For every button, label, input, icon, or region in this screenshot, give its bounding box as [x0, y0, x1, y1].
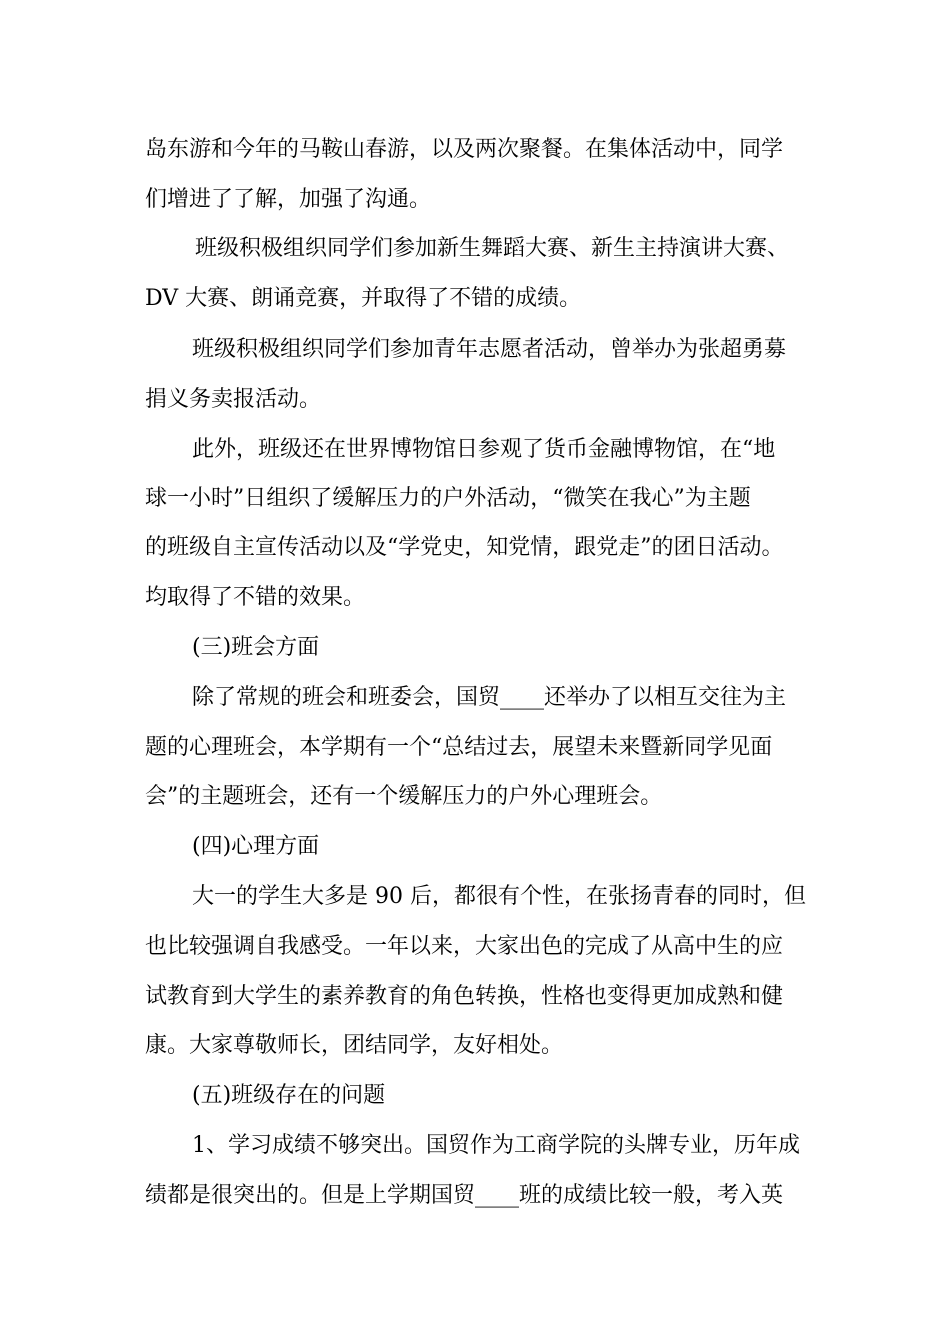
paragraph-start-line [0, 330, 950, 370]
text-line [0, 279, 950, 319]
paragraph-start-line [0, 1126, 950, 1166]
text-line [0, 479, 950, 519]
line-text: 题的心理班会，本学期有一个“总结过去，展望未来暨新同学见面 [145, 735, 773, 760]
text-line [0, 927, 950, 967]
line-text: 康。大家尊敬师长，团结同学，友好相处。 [145, 1033, 564, 1058]
line-text: DV 大赛、朗诵竞赛，并取得了不错的成绩。 [145, 286, 582, 311]
line-text: 球一小时”日组织了缓解压力的户外活动，“微笑在我心”为主题 [145, 486, 751, 511]
heading-text: (三)班会方面 [192, 635, 320, 660]
line-text: 1、学习成绩不够突出。国贸作为工商学院的头牌专业，历年成 [192, 1133, 800, 1158]
text-line [0, 578, 950, 618]
line-text: 班级积极组织同学们参加新生舞蹈大赛、新生主持演讲大赛、 [195, 236, 790, 261]
line-text: 的班级自主宣传活动以及“学党史，知党情，跟党走”的团日活动。 [145, 535, 784, 560]
line-text: 此外，班级还在世界博物馆日参观了货币金融博物馆，在“地 [192, 437, 776, 462]
line-text: 绩都是很突出的。但是上学期国贸____班的成绩比较一般，考入英 [145, 1183, 784, 1208]
line-text: 捐义务卖报活动。 [145, 387, 322, 412]
text-line [0, 728, 950, 768]
line-text: 们增进了了解，加强了沟通。 [145, 187, 432, 212]
paragraph-start-line [0, 430, 950, 470]
line-text: 除了常规的班会和班委会，国贸____还举办了以相互交往为主 [192, 685, 787, 710]
text-line [0, 130, 950, 170]
paragraph-start-line [0, 678, 950, 718]
line-text: 均取得了不错的效果。 [145, 585, 366, 610]
text-line [0, 977, 950, 1017]
text-line [0, 528, 950, 568]
text-line [0, 777, 950, 817]
line-text: 班级积极组织同学们参加青年志愿者活动，曾举办为张超勇募 [192, 337, 787, 362]
section-heading [0, 628, 950, 668]
text-line [0, 380, 950, 420]
line-text: 也比较强调自我感受。一年以来，大家出色的完成了从高中生的应 [145, 934, 784, 959]
heading-text: (五)班级存在的问题 [192, 1083, 386, 1108]
line-text: 岛东游和今年的马鞍山春游，以及两次聚餐。在集体活动中，同学 [145, 137, 784, 162]
line-text: 试教育到大学生的素养教育的角色转换，性格也变得更加成熟和健 [145, 984, 784, 1009]
section-heading [0, 1076, 950, 1116]
text-line [0, 180, 950, 220]
line-text: 会”的主题班会，还有一个缓解压力的户外心理班会。 [145, 784, 663, 809]
line-text: 大一的学生大多是 90 后，都很有个性，在张扬青春的同时，但 [192, 884, 806, 909]
paragraph-start-line [0, 877, 950, 917]
heading-text: (四)心理方面 [192, 834, 320, 859]
text-line [0, 1026, 950, 1066]
paragraph-start-line [0, 229, 950, 269]
section-heading [0, 827, 950, 867]
text-line [0, 1176, 950, 1216]
